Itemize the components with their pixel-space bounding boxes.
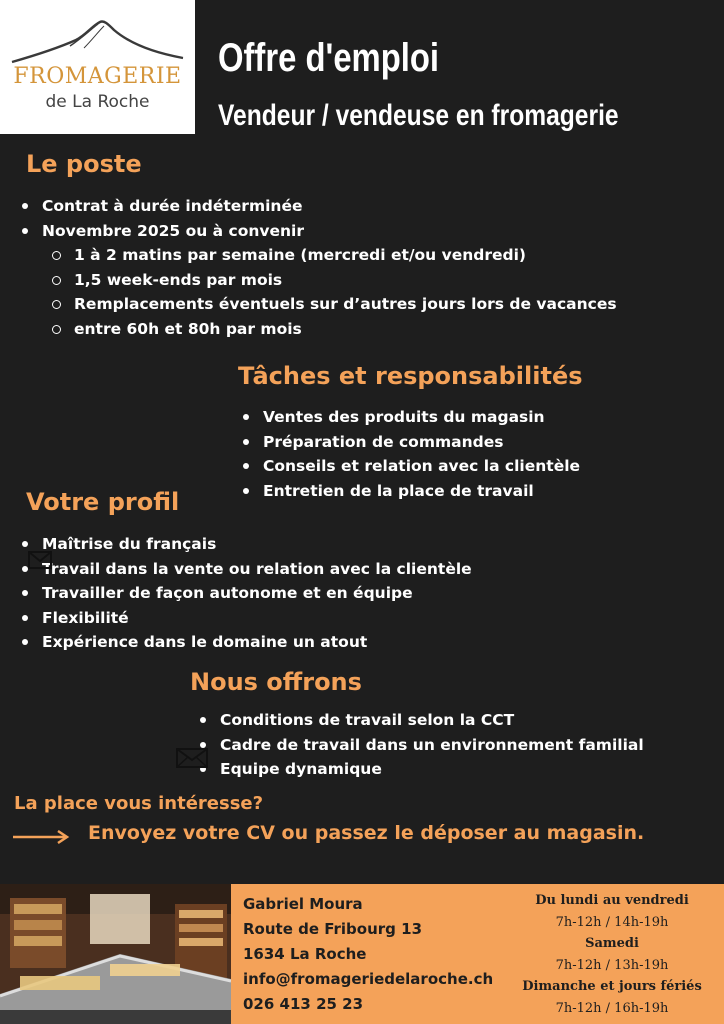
list-item: entre 60h et 80h par mois [22, 317, 617, 342]
logo-name: FROMAGERIE [13, 64, 182, 89]
logo-subtitle: de La Roche [45, 92, 150, 112]
shop-photo [0, 884, 231, 1024]
page-subtitle: Vendeur / vendeuse en fromagerie [218, 99, 619, 132]
contact-info [243, 892, 493, 1017]
contact-name: Gabriel Moura [243, 895, 363, 913]
page-title: Offre d'emploi [218, 36, 440, 80]
hours-weekday-label: Du lundi au vendredi [535, 893, 689, 908]
profil-list [22, 532, 472, 655]
list-item: Entretien de la place de travail [243, 479, 580, 504]
list-item: Travail dans la vente ou relation avec la clientèle [22, 557, 472, 582]
list-item: Maîtrise du français [22, 532, 472, 557]
list-item: Conseils et relation avec la clientèle [243, 454, 580, 479]
hours-sunday-time: 7h-12h / 16h-19h [555, 1001, 669, 1016]
section-title-profil: Votre profil [26, 488, 180, 516]
list-item: Flexibilité [22, 606, 472, 631]
list-item: Expérience dans le domaine un atout [22, 630, 472, 655]
contact-phone[interactable]: 026 413 25 23 [243, 995, 364, 1013]
cta-question: La place vous intéresse? [14, 793, 264, 814]
taches-list [243, 405, 580, 503]
list-item: Cadre de travail dans un environnement familial [200, 733, 644, 758]
envelope-icon [28, 551, 52, 569]
list-item: Préparation de commandes [243, 430, 580, 455]
arrow-right-icon [12, 829, 70, 845]
envelope-icon [176, 748, 208, 768]
list-item: Novembre 2025 ou à convenir [22, 219, 304, 244]
footer [231, 884, 724, 1024]
list-item: 1,5 week-ends par mois [22, 268, 617, 293]
offrons-list [200, 708, 644, 782]
list-item: Travailler de façon autonome et en équipe [22, 581, 472, 606]
poste-list [22, 194, 304, 243]
list-item: Remplacements éventuels sur d’autres jours lors de vacances [22, 292, 617, 317]
list-item: 1 à 2 matins par semaine (mercredi et/ou vendredi) [22, 243, 617, 268]
hours-sunday-label: Dimanche et jours fériés [522, 979, 702, 994]
list-item: Contrat à durée indéterminée [22, 194, 304, 219]
section-title-taches: Tâches et responsabilités [238, 362, 583, 390]
cta-action: Envoyez votre CV ou passez le déposer au magasin. [88, 822, 645, 844]
list-item: Equipe dynamique [200, 757, 644, 782]
hours-weekday-time: 7h-12h / 14h-19h [555, 915, 669, 930]
contact-city: 1634 La Roche [243, 945, 367, 963]
poste-sublist [22, 243, 617, 341]
contact-street: Route de Fribourg 13 [243, 920, 423, 938]
list-item: Conditions de travail selon la CCT [200, 708, 644, 733]
section-title-offrons: Nous offrons [190, 668, 362, 696]
logo [0, 0, 195, 134]
section-title-poste: Le poste [26, 150, 142, 178]
list-item: Ventes des produits du magasin [243, 405, 580, 430]
hours-saturday-time: 7h-12h / 13h-19h [555, 958, 669, 973]
contact-email[interactable]: info@fromageriedelaroche.ch [243, 970, 494, 988]
hours-saturday-label: Samedi [585, 936, 639, 951]
opening-hours [507, 890, 717, 1019]
mountain-logo-icon [10, 18, 185, 66]
